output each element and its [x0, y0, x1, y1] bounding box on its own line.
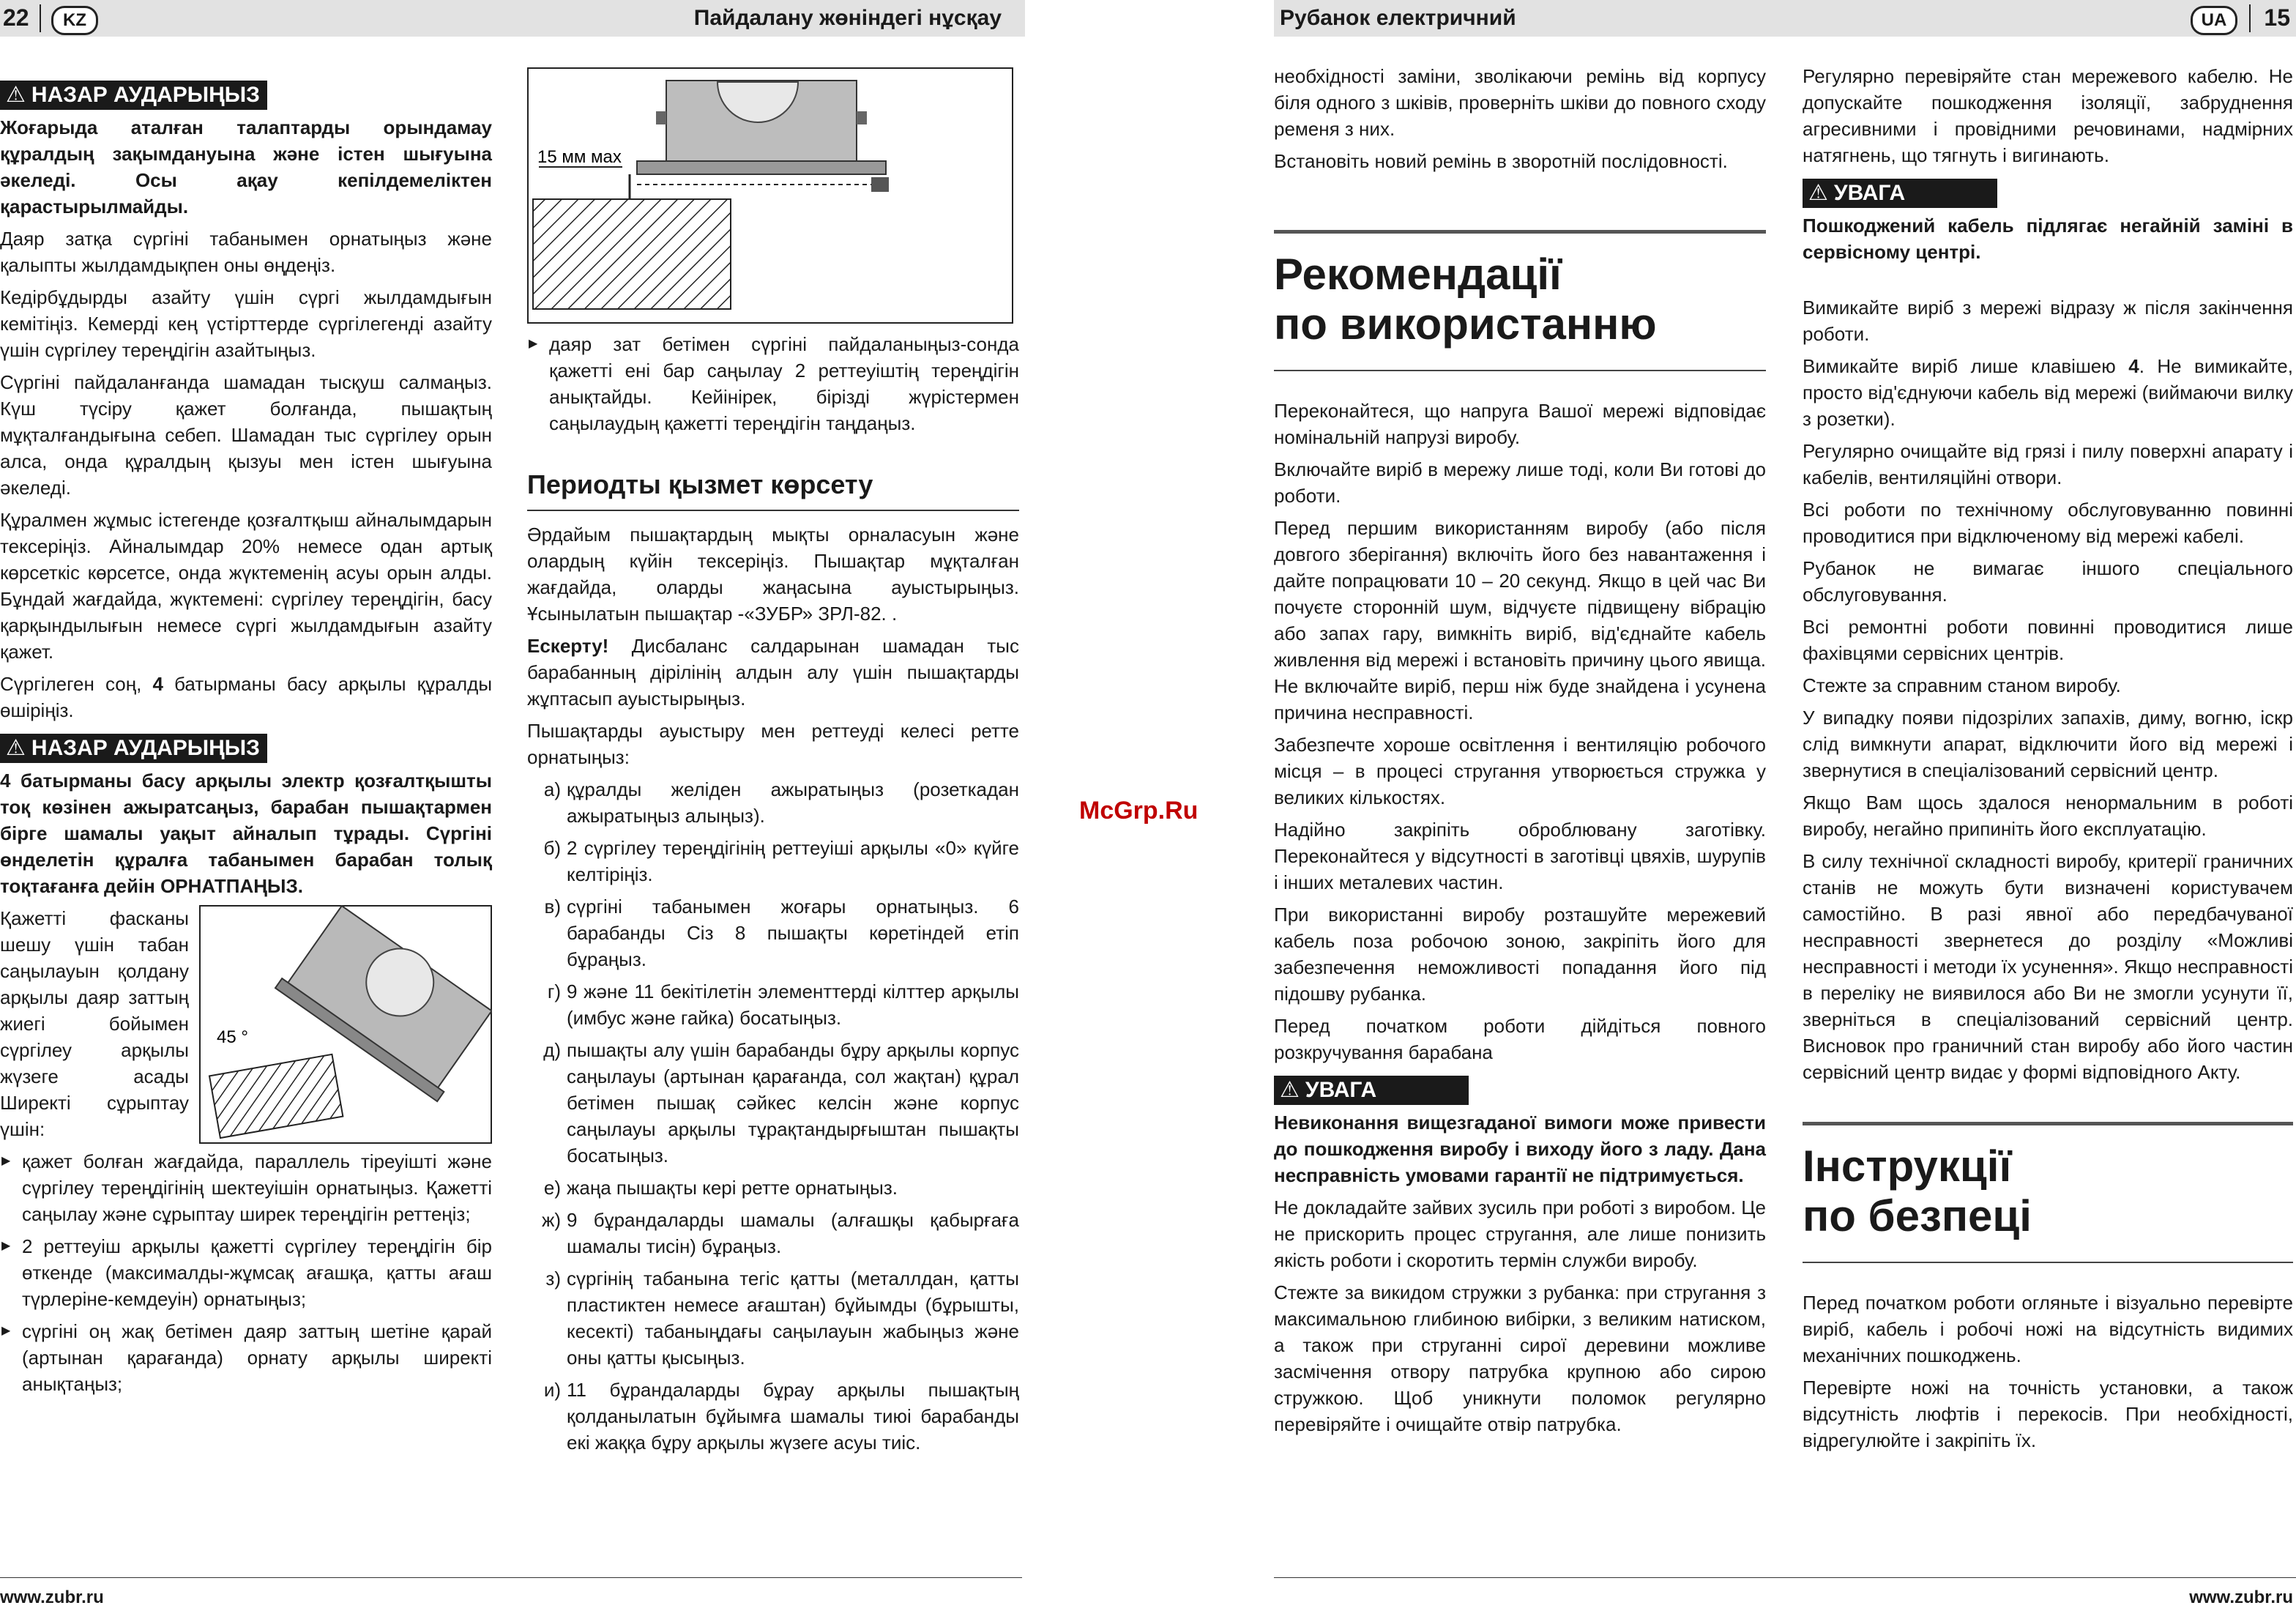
warning-label: ⚠ НАЗАР АУДАРЫҢЫЗ — [0, 734, 267, 763]
bullet-item: ▶ 2 реттеуіш арқылы қажетті сүргілеу тереңдігін бір өткенде (максималды-жұмсақ ағашқа, қатты ағаш түрлеріне-кемдеуін) орнатыңыз; — [0, 1233, 492, 1312]
paragraph: Вимикайте виріб лише клавішею 4. Не вимикайте, просто від'єднуючи кабель від мережі (виймаючи вилку з розетки). — [1803, 355, 2293, 430]
section-title: Рекомендації по використанню — [1274, 230, 1766, 349]
warning-triangle-icon: ⚠ — [1808, 181, 1828, 205]
right-column-2 — [1803, 63, 2293, 1459]
step-item: в) сүргіні табанымен жоғары орнатыңыз. 6 барабанды Сіз 8 пышақты көретіндей етіп бұраңыз. — [544, 896, 1019, 970]
page-title: Пайдалану жөніндегі нұсқау — [693, 6, 1002, 30]
paragraph: Включайте виріб в мережу лише тоді, коли Ви готові до роботи. — [1274, 458, 1766, 507]
header-divider — [40, 4, 41, 32]
paragraph: Пышақтарды ауыстыру мен реттеудi келесі ретте орнатыңыз: — [527, 720, 1019, 768]
paragraph: У випадку появи підозрілих запахів, диму, вогню, іскр слід вимкнути апарат, відключити його від мережі і звернутися в спеціалізований сервісний центр. — [1803, 707, 2293, 781]
paragraph: Вимикайте виріб з мережі відразу ж після закінчення роботи. — [1803, 297, 2293, 345]
paragraph: Встановіть новий ремінь в зворотній послідовності. — [1274, 150, 1728, 172]
left-page — [0, 0, 1025, 1619]
warning-text: Жоғарыда аталған талаптарды орындамау құралдың зақымдануына және істен шығуына әкеледі. Осы ақау кепілдемеліктен қарастырылмайды. — [0, 116, 492, 217]
section-rule — [1274, 370, 1766, 371]
paragraph: Перед початком роботи огляньте і візуально перевірте виріб, кабель і робочі ножі на відсутність видимих механічних пошкоджень. — [1803, 1292, 2293, 1366]
section-heading: Периодты қызмет көрсету — [527, 469, 1019, 511]
language-badge: UA — [2191, 6, 2237, 35]
step-item: е) жаңа пышақты кері ретте орнатыңыз. — [543, 1177, 898, 1199]
section-title-block — [1803, 1122, 2293, 1263]
page-title: Рубанок електричний — [1280, 6, 1516, 30]
paragraph: Надійно закріпіть оброблювану заготівку. Переконайтеся у відсутності в заготівці цвяхів, шурупів і інших металевих частин. — [1274, 819, 1766, 893]
paragraph: Всі ремонтні роботи повинні проводитися лише фахівцями сервісних центрів. — [1803, 616, 2293, 664]
paragraph: При використанні виробу розташуйте мережевий кабель поза робочою зоною, закріпіть його для забезпечення неможливості попадання його під підошву рубанка. — [1274, 904, 1766, 1005]
rebate-figure — [527, 67, 1013, 324]
warning-text: Пошкоджений кабель підлягає негайній заміні в сервісному центрі. — [1803, 215, 2293, 263]
paragraph: Әрдайым пышақтардың мықты орналасуын және олардың күйін тексеріңіз. Пышақтар мұқталған жағдайда, оларды жаңасына ауыстырыңыз. Ұсынылатын пышақтар -«ЗУБР» ЗРЛ-82. . — [527, 524, 1019, 625]
step-item: г) 9 және 11 бекітілетін элементтерді кілттер арқылы (имбус және гайка) босатыңыз. — [547, 980, 1019, 1029]
paragraph: Кедірбұдырды азайту үшін сүргі жылдамдығын кемітіңіз. Кемерді кең үстірттерде сүргілегенді азайту үшін сүргілеу тереңдігін азайтыңыз. — [0, 286, 492, 361]
step-item: и) 11 бұрандаларды бұрау арқылы пышақтың қолданылатын бұйымға шамалы тиюі барабанды екі жаққа бұру арқылы жүзеге асуы тиіс. — [543, 1379, 1019, 1454]
paragraph: В силу технічної складності виробу, критерії граничних станів не можуть бути визначені користувачем самостійно. В разі явної або передбачуваної несправності звернетеся до розділу «Можливі несправності і методи їх усунення». Якщо несправності в переліку не виявилося або Ви не змогли усунути її, зверніться в спеціалізований сервісний центр. Висновок про граничний стан виробу або його частин сервісний центр видає у формі відповідного Акту. — [1803, 850, 2293, 1083]
paragraph: Стежте за справним станом виробу. — [1803, 674, 2121, 696]
warning-label: ⚠ УВАГА — [1274, 1076, 1469, 1105]
page-number: 15 — [2264, 4, 2290, 31]
section-title-block — [1274, 230, 1766, 371]
section-title: Інструкції по безпеці — [1803, 1122, 2293, 1241]
paragraph: Перевірте ножі на точність установки, а також відсутність люфтів і перекосів. При необхідності, відрегулюйте і закріпіть їх. — [1803, 1377, 2293, 1451]
warning-triangle-icon: ⚠ — [6, 83, 26, 107]
bullet-item: ▶ даяр зат бетімен сүргіні пайдаланыңыз-сонда қажетті ені бар саңылау 2 реттеуіштің тереңдігін анықтайды. Кейінірек, бірізді жүрістермен саңылаудың қажетті тереңдігін таңдаңыз. — [527, 331, 1019, 436]
bullet-item: ▶ қажет болған жағдайда, параллель тіреуішті және сүргілеу тереңдігінің шектеуішін орнатыңыз. Қажетті саңылау және сұрыптау ширек тереңдігін реттеңіз; — [0, 1148, 492, 1227]
warning-text: 4 батырманы басу арқылы электр қозғалтқышты тоқ көзінен ажыратсаңыз, барабан пышақтармен бірге шамалы уақыт айналып тұрады. Сүргіні өнделетін құралға табанымен барабан толық тоқтағанға дейін ОРНАТПАҢЫЗ. — [0, 770, 492, 897]
paragraph: Всі роботи по технічному обслуговуванню повинні проводитися при відключеному від мережі кабелі. — [1803, 499, 2293, 547]
figure-bevel-block — [0, 905, 492, 1148]
footer-rule — [0, 1577, 1022, 1578]
paragraph: Якщо Вам щось здалося ненормальним в роботі виробу, негайно припиніть його експлуатацію. — [1803, 792, 2293, 840]
paragraph: Перед першим використанням виробу (або після довгого зберігання) включіть його без навантаження і дайте попрацювати 10 – 20 секунд. Якщо в цей час Ви почуєте сторонній шум, відчуєте підвищену вібрацію або запах гару, вимкніть виріб, від'єднайте кабель живлення від мережі і встановіть причину цього явища. Не включайте виріб, перш ніж буде знайдена і усунена причина несправності. — [1274, 517, 1766, 723]
paragraph: Қажетті фасканы шешу үшін табан саңылауын қолдану арқылы даяр заттың жиегі бойымен сүргілеу арқылы жүзеге асады Ширекті сұрыптау үшін: — [0, 907, 189, 1140]
step-item: з) сүргінің табанына тегіс қатты (металлдан, қатты пластиктен немесе ағаштан) бұйымды (бұрышты, кесекті) табаныңдағы саңылауын жабыңыз және оны қатты қысыңыз. — [545, 1268, 1019, 1369]
left-column-1 — [0, 76, 492, 1403]
bevel-figure — [199, 905, 492, 1144]
section-rule — [1803, 1262, 2293, 1263]
note: Ескерту! Дисбаланс салдарынан шамадан тыс барабанның дірілінің алдын алу үшін пышақтарды жұптасып ауыстырыңыз. — [527, 635, 1019, 710]
paragraph: Сүргіні пайдаланғанда шамадан тысқуш салмаңыз. Күш түсіру қажет болғанда, пышақтың мұқталғандығына себеп. Шамадан тыс сүргілеу орын алса, онда құралдың қызуы мен істен шығуына әкеледі. — [0, 371, 492, 499]
step-item: б) 2 сүргілеу тереңдігінің реттеуіші арқылы «0» күйге келтіріңіз. — [543, 837, 1019, 885]
warning-triangle-icon: ⚠ — [1280, 1078, 1300, 1102]
header-divider — [2249, 4, 2251, 32]
paragraph: необхідності заміни, зволікаючи ремінь від корпусу біля одного з шківів, проверніть шківи до повного сходу ременя з них. — [1274, 65, 1766, 140]
paragraph: Не докладайте зайвих зусиль при роботі з виробом. Це не прискорить процес стругання, але лише понизить якість роботи і скоротить термін служби виробу. — [1274, 1196, 1766, 1271]
left-page-header — [0, 0, 1025, 37]
bullet-item: ▶ сүргіні оң жақ бетімен даяр заттың шетіне қарай (артынан қарағанда) орнату арқылы ширекті анықтаңыз; — [0, 1318, 492, 1397]
paragraph: Құралмен жұмыс істегенде қозғалтқыш айналымдарын тексеріңіз. Айналымдар 20% немесе одан артық көрсеткіс көрсетсе, онда жүктеменің асуы орын алды. Бұндай жағдайда, жүктемені: сүргілеу тереңдігін, басу қарқындылығын немесе сүргі жылдамдығын азайту қажет. — [0, 509, 492, 663]
left-column-2 — [527, 67, 1019, 1462]
angle-label: 45 ° — [217, 1027, 248, 1047]
right-page — [1274, 0, 2296, 1619]
right-page-header — [1274, 0, 2296, 37]
paragraph: Сүргілеген соң, 4 батырманы басу арқылы құралды өшіріңіз. — [0, 673, 493, 721]
paragraph: Перед початком роботи дійдіться повного розкручування барабана — [1274, 1015, 1766, 1063]
warning-label: ⚠ УВАГА — [1803, 179, 1997, 208]
paragraph: Забезпечте хороше освітлення і вентиляцію робочого місця – в процесі стругання утворюється стружка у великих кількостях. — [1274, 734, 1766, 808]
paragraph: Регулярно перевіряйте стан мережевого кабелю. Не допускайте пошкодження ізоляції, забруднення агресивними і провідними речовинами, надмірних натягнень, що тягнуть і вигинають. — [1803, 65, 2293, 166]
paragraph: Регулярно очищайте від грязі і пилу поверхні апарату і кабелів, вентиляційні отвори. — [1803, 440, 2293, 488]
warning-triangle-icon: ⚠ — [6, 736, 26, 760]
paragraph: Переконайтеся, що напруга Вашої мережі відповідає номінальній напрузі виробу. — [1274, 400, 1766, 448]
footer-url[interactable]: www.zubr.ru — [2189, 1588, 2293, 1607]
footer-rule — [1274, 1577, 2296, 1578]
step-item: ж) 9 бұрандаларды шамалы (алғашқы қабырғаға шамалы тисін) бұраңыз. — [541, 1209, 1019, 1257]
language-badge: KZ — [51, 6, 98, 35]
footer-url[interactable]: www.zubr.ru — [0, 1588, 104, 1607]
paragraph: Рубанок не вимагає іншого спеціального обслуговування. — [1803, 557, 2293, 606]
right-column-1 — [1274, 63, 1766, 1443]
page-number: 22 — [3, 4, 29, 31]
step-item: д) пышақты алу үшін барабанды бұру арқылы корпус саңылауы (артынан қарағанда, сол жақтан) құрал бетімен пышақ сәйкес келсін және корпус саңылауы арқылы тұрақтандырғыштан пышақты босатыңыз. — [543, 1039, 1019, 1166]
paragraph: Стежте за викидом стружки з рубанка: при стругання з максимальною глибиною вибірки, з великим натиском, а також при струганні сирої деревини можливе засмічення отвору патрубка крупною або сирою стружкою. Щоб уникнути поломок регулярно перевіряйте і очищайте отвір патрубка. — [1274, 1281, 1766, 1435]
depth-label: 15 мм мах — [537, 147, 622, 167]
paragraph: Даяр затқа сүргіні табанымен орнатыңыз және қалыпты жылдамдықпен оны өңдеңіз. — [0, 228, 492, 276]
warning-label: ⚠ НАЗАР АУДАРЫҢЫЗ — [0, 81, 267, 110]
watermark-text: McGrp.Ru — [1079, 797, 1199, 825]
warning-text: Невиконання вищезгаданої вимоги може привести до пошкодження виробу і виходу його з ладу. Дана несправність умовами гарантії не підтримується. — [1274, 1112, 1766, 1186]
step-item: а) құралды желіден ажыратыңыз (розеткадан ажыратыңыз алыңыз). — [543, 778, 1019, 827]
